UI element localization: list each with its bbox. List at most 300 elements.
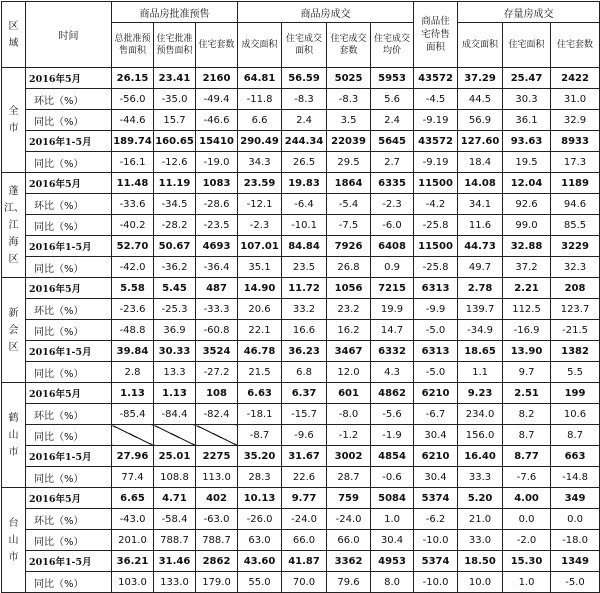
value-cell: 108 bbox=[196, 383, 238, 404]
value-cell: 44.5 bbox=[458, 89, 503, 110]
value-cell: 19.5 bbox=[503, 152, 551, 173]
value-cell: 30.33 bbox=[154, 341, 196, 362]
value-cell: -24.0 bbox=[327, 509, 371, 530]
value-cell: -5.0 bbox=[551, 572, 600, 593]
value-cell: 11.19 bbox=[154, 173, 196, 194]
value-cell: 201.0 bbox=[112, 530, 154, 551]
value-cell: -33.6 bbox=[112, 194, 154, 215]
value-cell: 52.70 bbox=[112, 236, 154, 257]
value-cell: 156.0 bbox=[458, 425, 503, 446]
value-cell: 26.5 bbox=[282, 152, 327, 173]
table-row bbox=[2, 299, 600, 320]
value-cell: 11.6 bbox=[458, 215, 503, 236]
value-cell: 5.20 bbox=[458, 488, 503, 509]
value-cell: 4.71 bbox=[154, 488, 196, 509]
value-cell: -6.0 bbox=[371, 215, 414, 236]
value-cell: 23.2 bbox=[327, 299, 371, 320]
value-cell: 35.20 bbox=[238, 446, 282, 467]
value-cell: -33.3 bbox=[196, 299, 238, 320]
value-cell: -63.0 bbox=[196, 509, 238, 530]
value-cell: 41.87 bbox=[282, 551, 327, 572]
value-cell: 0.0 bbox=[503, 509, 551, 530]
row-label-cell: 同比（%） bbox=[26, 320, 112, 341]
value-cell: 7215 bbox=[371, 278, 414, 299]
table-row bbox=[2, 89, 600, 110]
deal-res-area-header: 住宅成交面积 bbox=[282, 23, 327, 68]
value-cell: 2275 bbox=[196, 446, 238, 467]
value-cell: -4.5 bbox=[414, 89, 458, 110]
row-label-cell: 环比（%） bbox=[26, 194, 112, 215]
value-cell: -19.0 bbox=[196, 152, 238, 173]
value-cell: 35.1 bbox=[238, 257, 282, 278]
value-cell: 127.60 bbox=[458, 131, 503, 152]
row-label-cell: 2016年1-5月 bbox=[26, 446, 112, 467]
region-name-cell: 新会区 bbox=[2, 278, 26, 383]
value-cell: -7.6 bbox=[503, 467, 551, 488]
value-cell: -28.2 bbox=[154, 215, 196, 236]
row-label-cell: 环比（%） bbox=[26, 404, 112, 425]
value-cell: 4.00 bbox=[503, 488, 551, 509]
value-cell: 8.7 bbox=[551, 425, 600, 446]
deal-area-header: 成交面积 bbox=[238, 23, 282, 68]
region-header: 区域 bbox=[2, 2, 26, 68]
value-cell: -36.2 bbox=[154, 257, 196, 278]
table-row bbox=[2, 509, 600, 530]
value-cell: 1056 bbox=[327, 278, 371, 299]
presale-res-units-header: 住宅套数 bbox=[196, 23, 238, 68]
value-cell: 30.4 bbox=[371, 530, 414, 551]
value-cell: 2422 bbox=[551, 68, 600, 89]
value-cell: 6408 bbox=[371, 236, 414, 257]
value-cell: 31.67 bbox=[282, 446, 327, 467]
value-cell: 8.7 bbox=[503, 425, 551, 446]
value-cell: -36.4 bbox=[196, 257, 238, 278]
value-cell: -2.3 bbox=[238, 215, 282, 236]
value-cell: 4862 bbox=[371, 383, 414, 404]
value-cell: 85.5 bbox=[551, 215, 600, 236]
value-cell: 234.0 bbox=[458, 404, 503, 425]
value-cell: 2.7 bbox=[371, 152, 414, 173]
value-cell: 5.45 bbox=[154, 278, 196, 299]
value-cell: 43572 bbox=[414, 131, 458, 152]
value-cell: 2.4 bbox=[282, 110, 327, 131]
value-cell: 32.9 bbox=[551, 110, 600, 131]
table-row bbox=[2, 551, 600, 572]
value-cell: 66.0 bbox=[327, 530, 371, 551]
value-cell: -4.2 bbox=[414, 194, 458, 215]
value-cell: 32.3 bbox=[551, 257, 600, 278]
value-cell: 5.5 bbox=[551, 362, 600, 383]
value-cell: 1189 bbox=[551, 173, 600, 194]
value-cell: -82.4 bbox=[196, 404, 238, 425]
value-cell: 77.4 bbox=[112, 467, 154, 488]
value-cell: -25.8 bbox=[414, 257, 458, 278]
value-cell: -1.2 bbox=[327, 425, 371, 446]
value-cell: 7926 bbox=[327, 236, 371, 257]
value-cell: 8.77 bbox=[503, 446, 551, 467]
value-cell: 30.4 bbox=[414, 467, 458, 488]
row-label-cell: 2016年5月 bbox=[26, 68, 112, 89]
value-cell: 14.90 bbox=[238, 278, 282, 299]
deal-res-price-header: 住宅成交均价 bbox=[371, 23, 414, 68]
value-cell: 4.3 bbox=[371, 362, 414, 383]
value-cell: 6313 bbox=[414, 278, 458, 299]
row-label-cell: 2016年1-5月 bbox=[26, 131, 112, 152]
value-cell: 8.2 bbox=[503, 404, 551, 425]
value-cell: 37.29 bbox=[458, 68, 503, 89]
value-cell: 244.34 bbox=[282, 131, 327, 152]
value-cell: -25.8 bbox=[414, 215, 458, 236]
value-cell: 14.7 bbox=[371, 320, 414, 341]
value-cell: 16.6 bbox=[282, 320, 327, 341]
value-cell: 11.72 bbox=[282, 278, 327, 299]
value-cell: 28.3 bbox=[238, 467, 282, 488]
value-cell: 6.63 bbox=[238, 383, 282, 404]
value-cell: 6.65 bbox=[112, 488, 154, 509]
value-cell: 0.9 bbox=[371, 257, 414, 278]
value-cell: 1.0 bbox=[371, 509, 414, 530]
value-cell: 1.13 bbox=[112, 383, 154, 404]
value-cell: 19.83 bbox=[282, 173, 327, 194]
value-cell: 10.6 bbox=[551, 404, 600, 425]
empty-slash-cell bbox=[112, 425, 154, 446]
value-cell: -34.9 bbox=[458, 320, 503, 341]
value-cell: 3229 bbox=[551, 236, 600, 257]
table-row bbox=[2, 215, 600, 236]
value-cell: -10.0 bbox=[414, 530, 458, 551]
value-cell: 49.7 bbox=[458, 257, 503, 278]
value-cell: 189.74 bbox=[112, 131, 154, 152]
value-cell: 13.3 bbox=[154, 362, 196, 383]
table-row bbox=[2, 278, 600, 299]
empty-slash-cell bbox=[196, 425, 238, 446]
region-name-cell: 全市 bbox=[2, 68, 26, 173]
value-cell: 1382 bbox=[551, 341, 600, 362]
table-row bbox=[2, 404, 600, 425]
row-label-cell: 2016年1-5月 bbox=[26, 551, 112, 572]
value-cell: 788.7 bbox=[154, 530, 196, 551]
value-cell: 1.1 bbox=[458, 362, 503, 383]
value-cell: 3362 bbox=[327, 551, 371, 572]
value-cell: 16.40 bbox=[458, 446, 503, 467]
value-cell: -8.3 bbox=[282, 89, 327, 110]
value-cell: 94.6 bbox=[551, 194, 600, 215]
value-cell: 2160 bbox=[196, 68, 238, 89]
value-cell: 36.21 bbox=[112, 551, 154, 572]
deal-group-header: 商品房成交 bbox=[238, 2, 414, 23]
region-name-cell: 蓬江、江海区 bbox=[2, 173, 26, 278]
row-label-cell: 2016年1-5月 bbox=[26, 341, 112, 362]
presale-group-header: 商品房批准预售 bbox=[112, 2, 238, 23]
value-cell: -58.4 bbox=[154, 509, 196, 530]
value-cell: 10.13 bbox=[238, 488, 282, 509]
row-label-cell: 同比（%） bbox=[26, 425, 112, 446]
table-row bbox=[2, 110, 600, 131]
value-cell: -60.8 bbox=[196, 320, 238, 341]
deal-res-units-header: 住宅成交套数 bbox=[327, 23, 371, 68]
value-cell: 22.1 bbox=[238, 320, 282, 341]
table-row bbox=[2, 131, 600, 152]
table-row bbox=[2, 572, 600, 593]
value-cell: 1.13 bbox=[154, 383, 196, 404]
value-cell: 1083 bbox=[196, 173, 238, 194]
presale-res-area-header: 住宅批准预售面积 bbox=[154, 23, 196, 68]
value-cell: 108.8 bbox=[154, 467, 196, 488]
value-cell: -14.8 bbox=[551, 467, 600, 488]
table-row bbox=[2, 173, 600, 194]
value-cell: -12.1 bbox=[238, 194, 282, 215]
value-cell: 99.0 bbox=[503, 215, 551, 236]
value-cell: -49.4 bbox=[196, 89, 238, 110]
value-cell: -10.0 bbox=[414, 572, 458, 593]
value-cell: 84.84 bbox=[282, 236, 327, 257]
value-cell: 63.0 bbox=[238, 530, 282, 551]
value-cell: -2.0 bbox=[503, 530, 551, 551]
value-cell: 3467 bbox=[327, 341, 371, 362]
value-cell: -9.6 bbox=[282, 425, 327, 446]
value-cell: -46.6 bbox=[196, 110, 238, 131]
table-row bbox=[2, 530, 600, 551]
value-cell: -23.5 bbox=[196, 215, 238, 236]
value-cell: 21.0 bbox=[458, 509, 503, 530]
value-cell: 15410 bbox=[196, 131, 238, 152]
value-cell: 6313 bbox=[414, 341, 458, 362]
row-label-cell: 2016年5月 bbox=[26, 173, 112, 194]
value-cell: -5.4 bbox=[327, 194, 371, 215]
value-cell: 11500 bbox=[414, 236, 458, 257]
value-cell: 6.37 bbox=[282, 383, 327, 404]
value-cell: 22039 bbox=[327, 131, 371, 152]
presale-total-area-header: 总批准预售面积 bbox=[112, 23, 154, 68]
value-cell: -16.9 bbox=[503, 320, 551, 341]
table-body bbox=[2, 68, 600, 593]
table-row bbox=[2, 341, 600, 362]
value-cell: 19.9 bbox=[371, 299, 414, 320]
value-cell: 28.7 bbox=[327, 467, 371, 488]
value-cell: 8.0 bbox=[371, 572, 414, 593]
value-cell: 2.8 bbox=[112, 362, 154, 383]
row-label-cell: 2016年1-5月 bbox=[26, 236, 112, 257]
value-cell: -5.0 bbox=[414, 362, 458, 383]
value-cell: 13.90 bbox=[503, 341, 551, 362]
stock-res-area-header: 住宅面积 bbox=[503, 23, 551, 68]
value-cell: -9.9 bbox=[414, 299, 458, 320]
value-cell: 18.4 bbox=[458, 152, 503, 173]
value-cell: 15.7 bbox=[154, 110, 196, 131]
value-cell: 44.73 bbox=[458, 236, 503, 257]
table-row bbox=[2, 362, 600, 383]
value-cell: 1864 bbox=[327, 173, 371, 194]
region-name-cell: 鹤山市 bbox=[2, 383, 26, 488]
value-cell: -18.1 bbox=[238, 404, 282, 425]
value-cell: 402 bbox=[196, 488, 238, 509]
empty-slash-cell bbox=[154, 425, 196, 446]
value-cell: 2.51 bbox=[503, 383, 551, 404]
value-cell: 22.6 bbox=[282, 467, 327, 488]
value-cell: 29.5 bbox=[327, 152, 371, 173]
table-row bbox=[2, 467, 600, 488]
value-cell: 133.0 bbox=[154, 572, 196, 593]
table-header bbox=[2, 2, 600, 68]
value-cell: -5.0 bbox=[414, 320, 458, 341]
value-cell: -15.7 bbox=[282, 404, 327, 425]
stock-group-header: 存量房成交 bbox=[458, 2, 600, 23]
value-cell: 18.50 bbox=[458, 551, 503, 572]
value-cell: 5.6 bbox=[371, 89, 414, 110]
value-cell: 20.6 bbox=[238, 299, 282, 320]
table-row bbox=[2, 152, 600, 173]
row-label-cell: 2016年5月 bbox=[26, 488, 112, 509]
value-cell: 160.65 bbox=[154, 131, 196, 152]
value-cell: 16.2 bbox=[327, 320, 371, 341]
value-cell: 9.23 bbox=[458, 383, 503, 404]
value-cell: -28.6 bbox=[196, 194, 238, 215]
value-cell: -0.6 bbox=[371, 467, 414, 488]
value-cell: 788.7 bbox=[196, 530, 238, 551]
value-cell: 36.23 bbox=[282, 341, 327, 362]
value-cell: 487 bbox=[196, 278, 238, 299]
value-cell: 23.5 bbox=[282, 257, 327, 278]
value-cell: 6332 bbox=[371, 341, 414, 362]
value-cell: -8.7 bbox=[238, 425, 282, 446]
value-cell: 349 bbox=[551, 488, 600, 509]
stock-area-header: 成交面积 bbox=[458, 23, 503, 68]
value-cell: 30.4 bbox=[414, 425, 458, 446]
value-cell: -40.2 bbox=[112, 215, 154, 236]
value-cell: 23.41 bbox=[154, 68, 196, 89]
table-row bbox=[2, 194, 600, 215]
value-cell: 6210 bbox=[414, 383, 458, 404]
value-cell: -6.7 bbox=[414, 404, 458, 425]
value-cell: 3.5 bbox=[327, 110, 371, 131]
row-label-cell: 同比（%） bbox=[26, 572, 112, 593]
value-cell: 2.21 bbox=[503, 278, 551, 299]
value-cell: 17.3 bbox=[551, 152, 600, 173]
value-cell: -27.2 bbox=[196, 362, 238, 383]
value-cell: -26.0 bbox=[238, 509, 282, 530]
row-label-cell: 环比（%） bbox=[26, 89, 112, 110]
value-cell: 25.01 bbox=[154, 446, 196, 467]
row-label-cell: 同比（%） bbox=[26, 152, 112, 173]
value-cell: -9.19 bbox=[414, 110, 458, 131]
value-cell: 70.0 bbox=[282, 572, 327, 593]
value-cell: 5953 bbox=[371, 68, 414, 89]
value-cell: -34.5 bbox=[154, 194, 196, 215]
row-label-cell: 环比（%） bbox=[26, 299, 112, 320]
value-cell: 3002 bbox=[327, 446, 371, 467]
value-cell: 43572 bbox=[414, 68, 458, 89]
value-cell: 1349 bbox=[551, 551, 600, 572]
value-cell: -1.9 bbox=[371, 425, 414, 446]
value-cell: 2.78 bbox=[458, 278, 503, 299]
table-row bbox=[2, 236, 600, 257]
value-cell: 5645 bbox=[371, 131, 414, 152]
value-cell: 50.67 bbox=[154, 236, 196, 257]
table-row bbox=[2, 320, 600, 341]
row-label-cell: 同比（%） bbox=[26, 110, 112, 131]
value-cell: 1.0 bbox=[503, 572, 551, 593]
time-header: 时间 bbox=[26, 2, 112, 68]
row-label-cell: 同比（%） bbox=[26, 215, 112, 236]
value-cell: 26.8 bbox=[327, 257, 371, 278]
value-cell: 34.1 bbox=[458, 194, 503, 215]
value-cell: 31.0 bbox=[551, 89, 600, 110]
value-cell: 4953 bbox=[371, 551, 414, 572]
table-row bbox=[2, 488, 600, 509]
value-cell: 759 bbox=[327, 488, 371, 509]
value-cell: 2.4 bbox=[371, 110, 414, 131]
value-cell: -7.5 bbox=[327, 215, 371, 236]
value-cell: 9.7 bbox=[503, 362, 551, 383]
row-label-cell: 同比（%） bbox=[26, 362, 112, 383]
value-cell: 79.6 bbox=[327, 572, 371, 593]
value-cell: 25.47 bbox=[503, 68, 551, 89]
row-label-cell: 同比（%） bbox=[26, 257, 112, 278]
value-cell: 8933 bbox=[551, 131, 600, 152]
value-cell: -6.4 bbox=[282, 194, 327, 215]
value-cell: 6335 bbox=[371, 173, 414, 194]
value-cell: 33.2 bbox=[282, 299, 327, 320]
value-cell: 5374 bbox=[414, 488, 458, 509]
value-cell: -9.19 bbox=[414, 152, 458, 173]
value-cell: 21.5 bbox=[238, 362, 282, 383]
value-cell: 43.60 bbox=[238, 551, 282, 572]
table-row bbox=[2, 68, 600, 89]
value-cell: 290.49 bbox=[238, 131, 282, 152]
table-row bbox=[2, 383, 600, 404]
table-row bbox=[2, 446, 600, 467]
value-cell: -6.2 bbox=[414, 509, 458, 530]
value-cell: 0.0 bbox=[551, 509, 600, 530]
value-cell: 93.63 bbox=[503, 131, 551, 152]
value-cell: 9.77 bbox=[282, 488, 327, 509]
value-cell: 6.6 bbox=[238, 110, 282, 131]
value-cell: -2.3 bbox=[371, 194, 414, 215]
value-cell: 36.1 bbox=[503, 110, 551, 131]
value-cell: 663 bbox=[551, 446, 600, 467]
value-cell: 5.58 bbox=[112, 278, 154, 299]
value-cell: -85.4 bbox=[112, 404, 154, 425]
row-label-cell: 同比（%） bbox=[26, 467, 112, 488]
value-cell: 12.04 bbox=[503, 173, 551, 194]
region-name-cell: 台山市 bbox=[2, 488, 26, 593]
value-cell: -56.0 bbox=[112, 89, 154, 110]
value-cell: 31.46 bbox=[154, 551, 196, 572]
value-cell: 4854 bbox=[371, 446, 414, 467]
value-cell: 10.0 bbox=[458, 572, 503, 593]
value-cell: -25.3 bbox=[154, 299, 196, 320]
value-cell: 37.2 bbox=[503, 257, 551, 278]
value-cell: 14.08 bbox=[458, 173, 503, 194]
value-cell: 103.0 bbox=[112, 572, 154, 593]
value-cell: -43.0 bbox=[112, 509, 154, 530]
value-cell: -5.6 bbox=[371, 404, 414, 425]
value-cell: 112.5 bbox=[503, 299, 551, 320]
value-cell: 56.9 bbox=[458, 110, 503, 131]
value-cell: 5025 bbox=[327, 68, 371, 89]
row-label-cell: 2016年5月 bbox=[26, 278, 112, 299]
value-cell: 208 bbox=[551, 278, 600, 299]
value-cell: 11.48 bbox=[112, 173, 154, 194]
value-cell: -42.0 bbox=[112, 257, 154, 278]
value-cell: 36.9 bbox=[154, 320, 196, 341]
value-cell: 179.0 bbox=[196, 572, 238, 593]
value-cell: -44.6 bbox=[112, 110, 154, 131]
value-cell: 92.6 bbox=[503, 194, 551, 215]
row-label-cell: 2016年5月 bbox=[26, 383, 112, 404]
value-cell: 12.0 bbox=[327, 362, 371, 383]
value-cell: 5084 bbox=[371, 488, 414, 509]
